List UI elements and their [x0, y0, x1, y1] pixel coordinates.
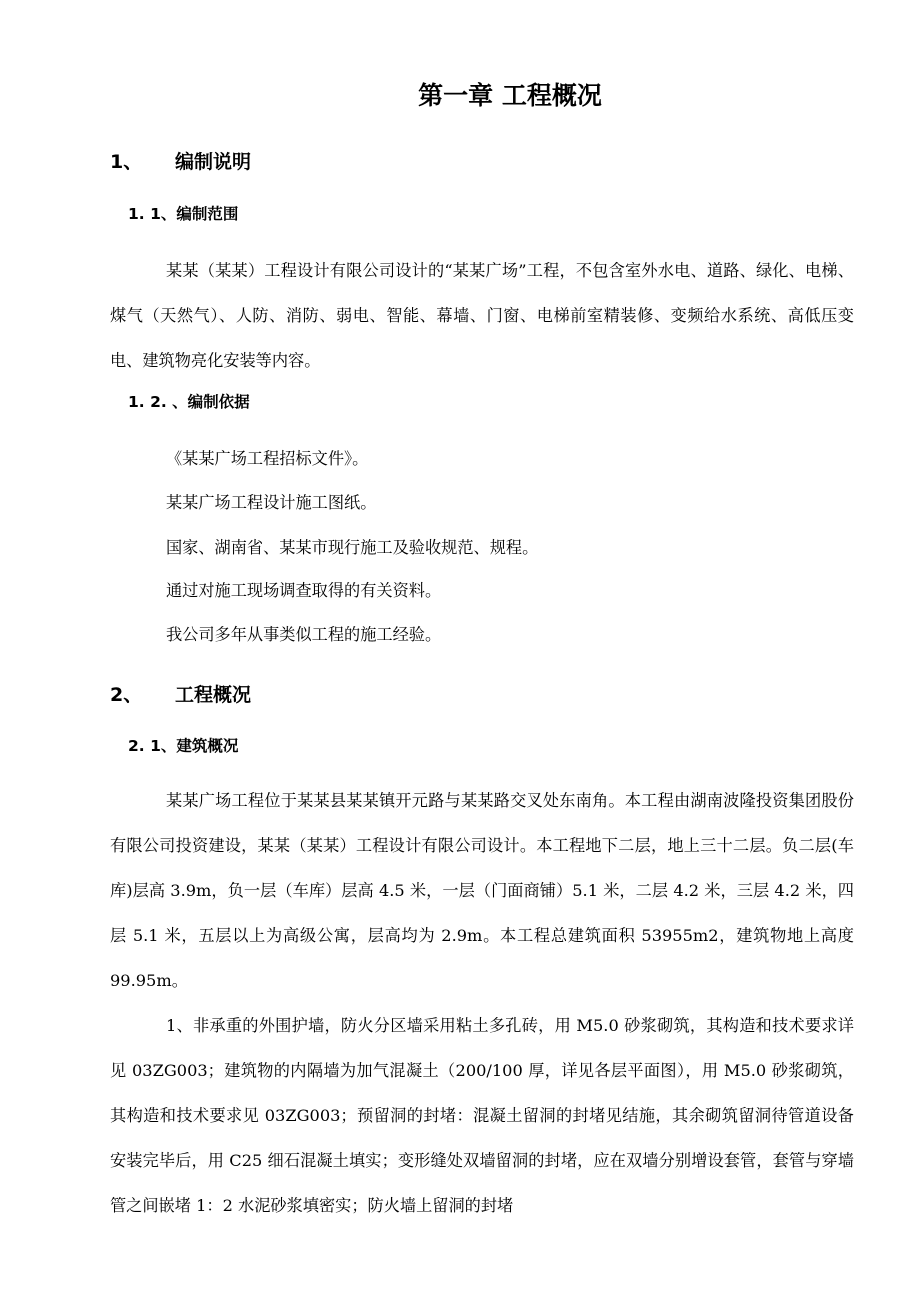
subsection-heading-1-2: 1. 2. 、编制依据 [128, 393, 250, 411]
subsection-heading-2-1: 2. 1、建筑概况 [128, 737, 239, 755]
subsection-heading-1-1: 1. 1、编制范围 [128, 205, 239, 223]
section-heading-1 [110, 148, 251, 176]
basis-item: 国家、湖南省、某某市现行施工及验收规范、规程。 [166, 538, 539, 557]
section-number-2: 2、 [110, 684, 143, 706]
section-title-2: 工程概况 [175, 684, 252, 706]
paragraph-building-overview: 某某广场工程位于某某县某某镇开元路与某某路交叉处东南角。本工程由湖南波隆投资集团股份有限公司投资建设，某某（某某）工程设计有限公司设计。本工程地下二层，地上三十二层。负二层(车库)层高 3.9m，负一层（车库）层高 4.5 米，一层（门面商铺）5.1 米，二层 4.2 米，三层 4.2 米，四层 5.1 米，五层以上为高级公寓，层高均为 2.9m。本工程总建筑面积 53955m2，建筑物地上高度 99.95m。 [110, 791, 854, 990]
section-number-1: 1、 [110, 151, 143, 173]
paragraph-wall-requirements: 1、非承重的外围护墙，防火分区墙采用粘土多孔砖，用 M5.0 砂浆砌筑，其构造和技术要求详见 03ZG003；建筑物的内隔墙为加气混凝土（200/100 厚，详见各层平面图），用 M5.0 砂浆砌筑，其构造和技术要求见 03ZG003；预留洞的封堵：混凝土留洞的封堵见结施，其余砌筑留洞待管道设备安装完毕后，用 C25 细石混凝土填实；变形缝处双墙留洞的封堵，应在双墙分别增设套管，套管与穿墙管之间嵌堵 1：2 水泥砂浆填密实；防火墙上留洞的封堵 [110, 1016, 854, 1215]
basis-item: 某某广场工程设计施工图纸。 [166, 493, 377, 512]
paragraph-scope: 某某（某某）工程设计有限公司设计的“某某广场”工程，不包含室外水电、道路、绿化、电梯、煤气（天然气）、人防、消防、弱电、智能、幕墙、门窗、电梯前室精装修、变频给水系统、高低压变电、建筑物亮化安装等内容。 [110, 261, 854, 370]
section-title-1: 编制说明 [175, 151, 252, 173]
basis-item: 通过对施工现场调查取得的有关资料。 [166, 581, 442, 600]
section-heading-2 [110, 681, 251, 709]
chapter-title: 第一章 工程概况 [418, 81, 602, 110]
basis-item: 《某某广场工程招标文件》。 [166, 449, 369, 468]
basis-item: 我公司多年从事类似工程的施工经验。 [166, 625, 442, 644]
